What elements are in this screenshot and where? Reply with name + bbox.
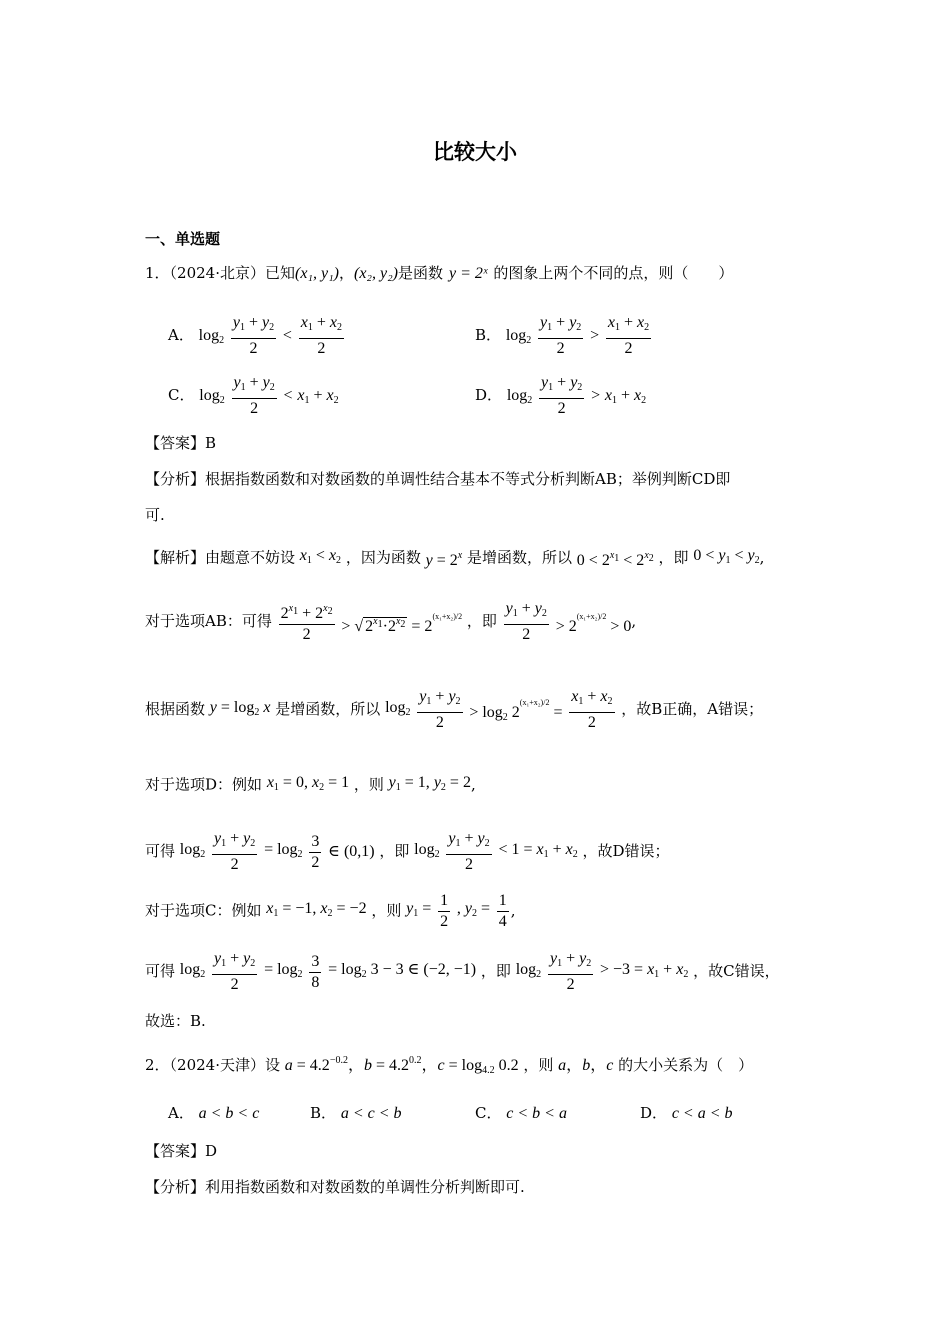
q1-option-d[interactable]: D． $\log_2$ $\frac{y_1 + y_2}{2}$ > $x_1 + x_2$: [475, 374, 647, 417]
q2-option-a[interactable]: A． a < b < c: [168, 1104, 260, 1122]
q2-option-c[interactable]: C． c < b < a: [475, 1104, 567, 1122]
q1-solution-line-6: 对于选项C：例如 $x_1 = -1$, $x_2 = -2$ ，则 $y_1$ = $\frac{1}{2}$ , $y_2$ = $\frac{1}{4}$ ,: [145, 892, 516, 930]
q2-stem: 2．（2024·天津）设 $a = 4.2^{-0.2}$，$b = 4.2^{0.2}$，$c = \log_{4.2} 0.2$ ，则 a，b，c 的大小关系为（ ）: [145, 1055, 754, 1076]
q2-analysis: 【分析】利用指数函数和对数函数的单调性分析判断即可.: [145, 1178, 525, 1196]
option-letter: C．: [168, 386, 195, 404]
option-letter: B．: [475, 326, 502, 344]
q1-stem-prefix: 1．（2024·北京）已知: [145, 264, 295, 282]
q1-option-c[interactable]: C． $\log_2$ $\frac{y_1 + y_2}{2}$ < $x_1 + x_2$: [168, 374, 339, 417]
option-letter: D．: [475, 386, 503, 404]
q1-sep: ，: [338, 264, 354, 282]
q2-answer: 【答案】D: [145, 1142, 218, 1160]
q1-point2: (x₂, y₂): [354, 265, 398, 282]
option-relation: >: [590, 327, 600, 344]
q1-conclusion: 故选：B.: [145, 1012, 206, 1030]
option-relation: <: [282, 327, 292, 344]
q1-point1: (x₁, y₁): [295, 265, 339, 282]
page-title: 比较大小: [433, 140, 517, 164]
q2-option-d[interactable]: D． c < a < b: [640, 1104, 733, 1122]
q1-stem: [145, 262, 820, 285]
q1-option-b[interactable]: B． $\log_2$ $\frac{y_1 + y_2}{2}$ > $\frac{x_1 + x_2}{2}$: [475, 314, 650, 357]
q1-stem-suffix: 的图象上两个不同的点，则（ ）: [493, 264, 734, 282]
q1-solution-line-3: 根据函数 $y = \log_2 x$ 是增函数，所以 $\log_2$ $\frac{y_1 + y_2}{2}$ > $\log_2 2^{(x_1+x_2)/2}$ = $\frac{x_1 + x_2}{2}$ ，故B正确，A错误；: [145, 688, 764, 731]
option-letter: A．: [168, 326, 194, 344]
q1-solution-line-5: 可得 $\log_2$ $\frac{y_1 + y_2}{2}$ = $\log_2$ $\frac{3}{2}$ ∈ (0,1) ，即 $\log_2$ $\frac{y_1 + y_2}{2}$ < $1 = x_1 + x_2$ ，故D错误；: [145, 830, 670, 873]
q1-analysis: 【分析】根据指数函数和对数函数的单调性结合基本不等式分析判断AB；举例判断CD即: [145, 470, 731, 488]
q1-solution-line-2: 对于选项AB：可得 $\frac{2^{x_1} + 2^{x_2}}{2}$ > √ $2^{x_1}\cdot 2^{x_2} = 2^{(x_1+x_2)/2}$ ，即 $\frac{y_1 + y_2}{2}$ > $2^{(x_1+x_2)/2} > 0$,: [145, 600, 637, 643]
q1-solution-line-7: 可得 $\log_2$ $\frac{y_1 + y_2}{2}$ = $\log_2$ $\frac{3}{8}$ = $\log_2 3 - 3$ ∈ (−2, −1) ，即 $\log_2$ $\frac{y_1 + y_2}{2}$ > $-3 = x_1 + x_2$ ，故C错误，: [145, 950, 780, 993]
q2-option-b[interactable]: B． a < c < b: [310, 1104, 402, 1122]
q1-function: y = 2ˣ: [449, 265, 488, 282]
q1-solution-line-4: 对于选项D：例如 $x_1 = 0$, $x_2 = 1$ ，则 $y_1 = 1$, $y_2 = 2$,: [145, 774, 476, 794]
q1-analysis-cont: 可.: [145, 506, 165, 524]
q1-solution-line-1: 【解析】由题意不妨设 $x_1 < x_2$ ，因为函数 $y = 2^x$ 是增函数，所以 $0 < 2^{x_1} < 2^{x_2}$ ，即 $0 < y_1 < y_2$,: [145, 547, 765, 569]
q1-stem-mid: 是函数: [397, 264, 443, 282]
option-relation: >: [591, 387, 601, 404]
q1-answer: 【答案】B: [145, 434, 217, 452]
section-heading: 一、单选题: [145, 230, 221, 248]
option-relation: <: [283, 387, 293, 404]
q1-option-a[interactable]: A． $\log_2$ $\frac{y_1 + y_2}{2}$ < $\frac{x_1 + x_2}{2}$: [168, 314, 342, 357]
